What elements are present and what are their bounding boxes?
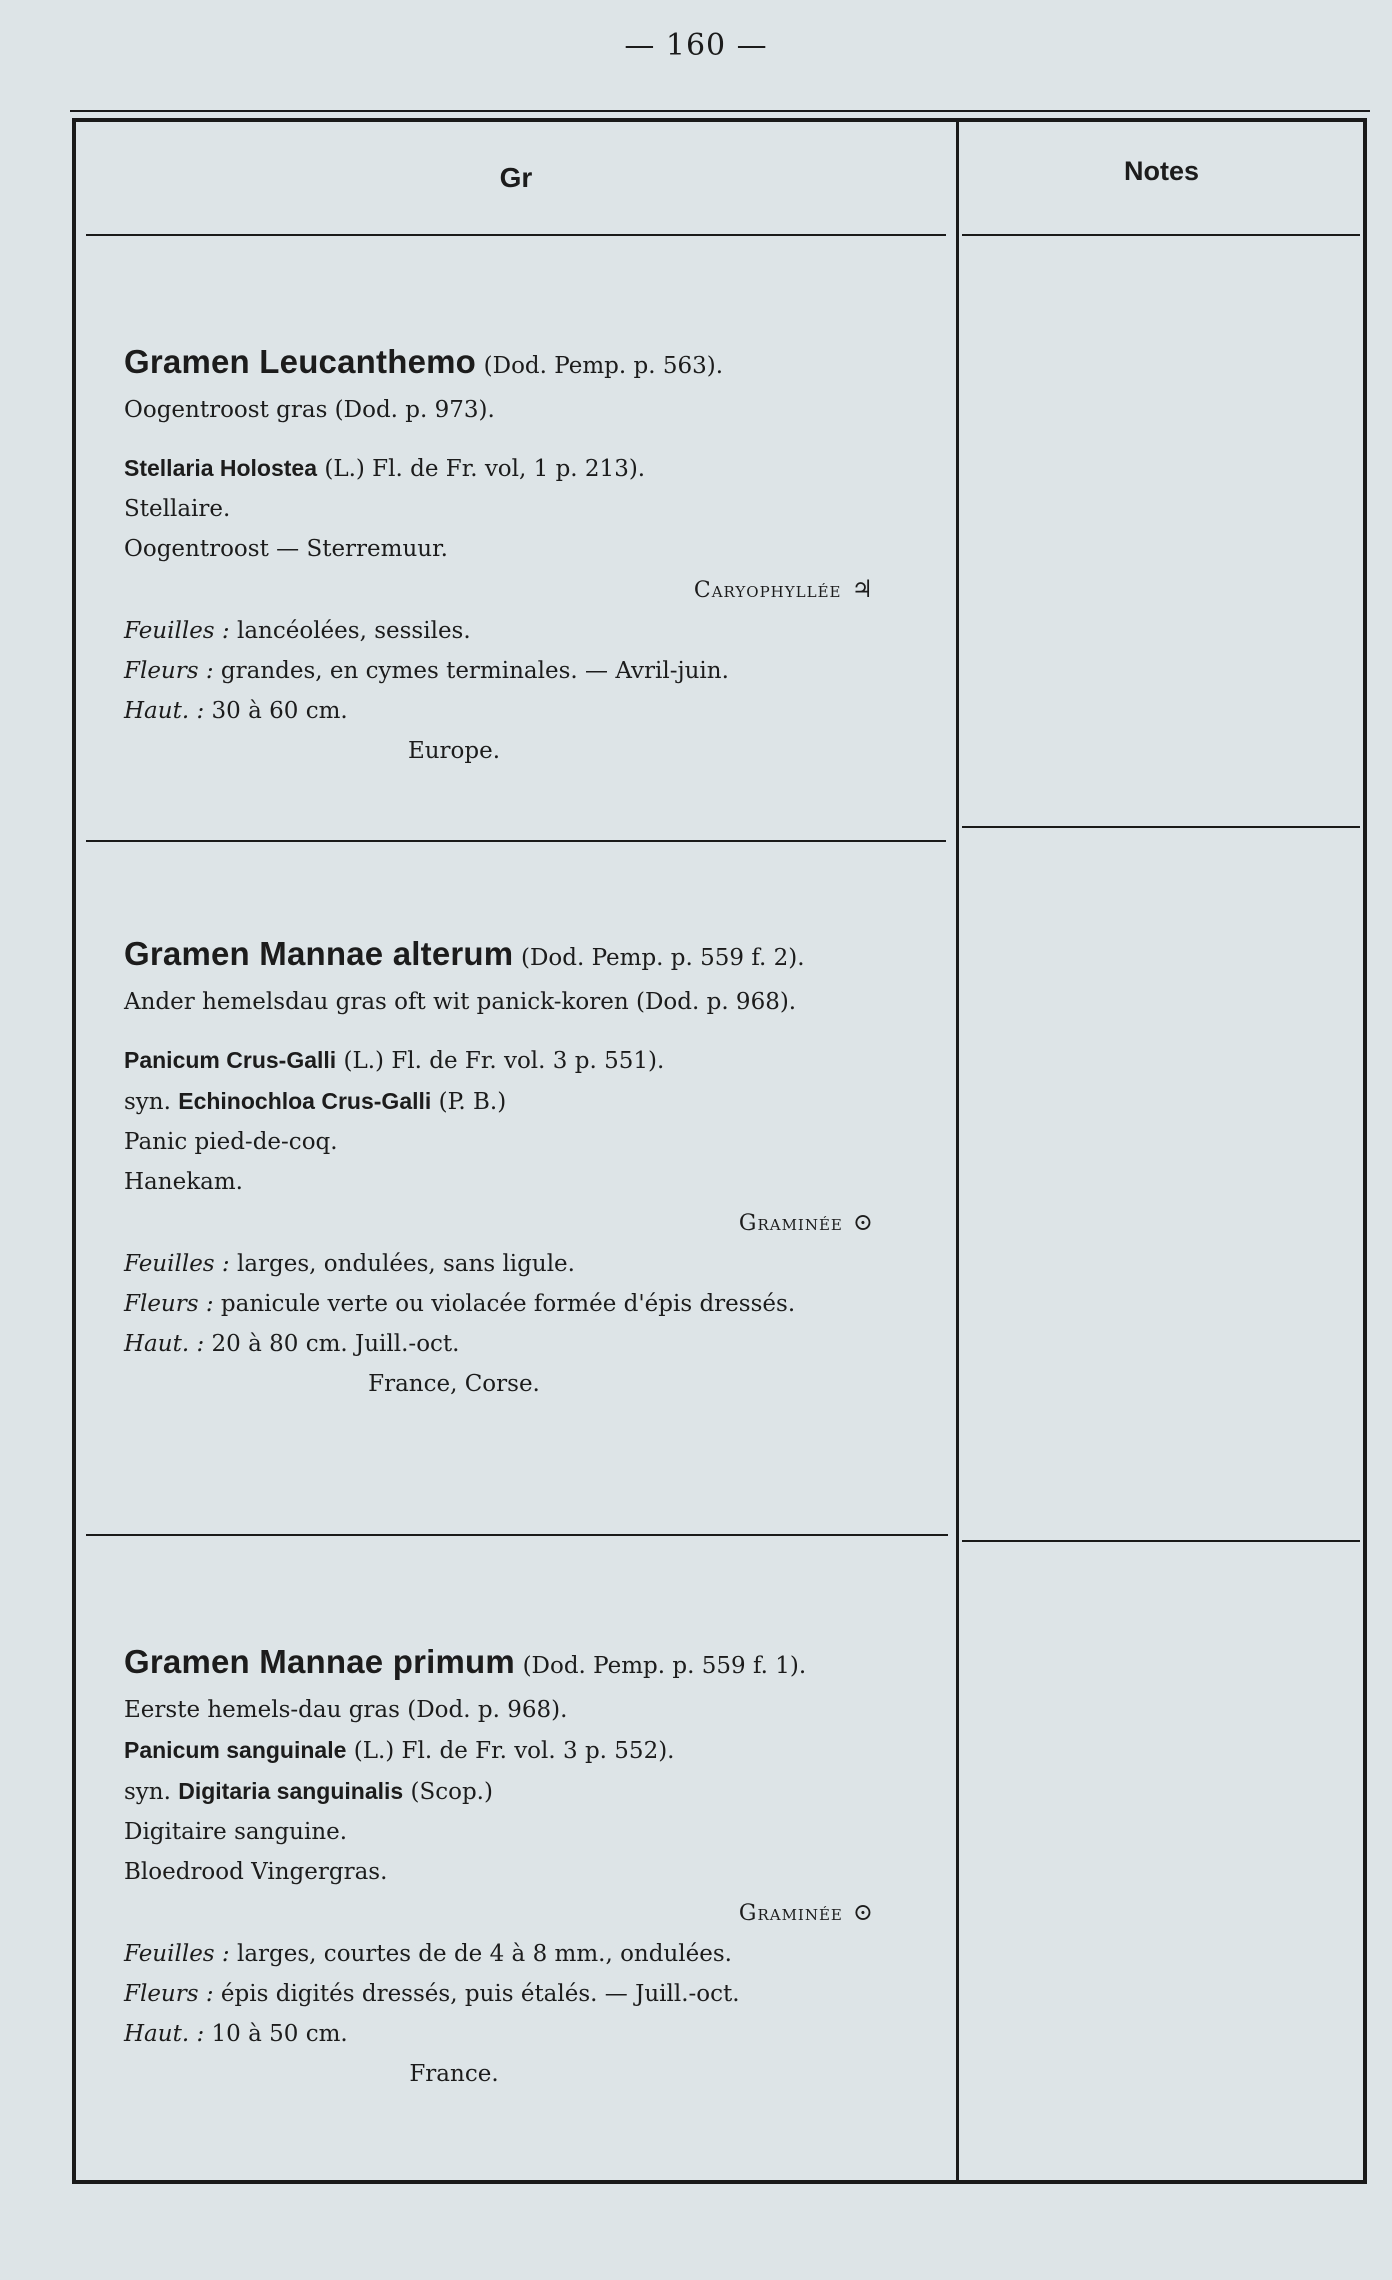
- french-name: Panic pied-de-coq.: [124, 1129, 338, 1155]
- french-name: Stellaire.: [124, 496, 231, 522]
- header-rule-right: [962, 234, 1360, 236]
- height-line: Haut. : 30 à 60 cm.: [124, 698, 348, 724]
- species-entry: [124, 342, 944, 771]
- scientific-name-line: [124, 1040, 944, 1081]
- flowers-line: Fleurs : grandes, en cymes terminales. — Avril-juin.: [124, 658, 729, 684]
- notes-column-header: Notes: [1123, 156, 1199, 186]
- genus-name: Gramen Mannae primum: [124, 1643, 515, 1680]
- french-name: Digitaire sanguine.: [124, 1819, 348, 1845]
- scientific-name: Panicum Crus-Galli: [124, 1047, 337, 1073]
- family-name: Graminée: [738, 1901, 843, 1926]
- top-rule: [70, 110, 1370, 112]
- region: France, Corse.: [368, 1371, 540, 1397]
- row-divider: [962, 1540, 1360, 1542]
- dutch-reference: Oogentroost gras (Dod. p. 973).: [124, 397, 495, 423]
- scientific-reference: (L.) Fl. de Fr. vol. 3 p. 552).: [353, 1738, 675, 1764]
- scientific-reference: (L.) Fl. de Fr. vol. 3 p. 551).: [343, 1048, 665, 1074]
- genus-name: Gramen Leucanthemo: [124, 343, 477, 380]
- height-line: Haut. : 10 à 50 cm.: [124, 2021, 348, 2047]
- row-divider: [962, 826, 1360, 828]
- family-line: [124, 569, 944, 611]
- family-line: [124, 1202, 944, 1244]
- flowers-line: Fleurs : épis digités dressés, puis étalés. — Juill.-oct.: [124, 1981, 740, 2007]
- flowering-period: Juill.-oct.: [355, 1331, 460, 1357]
- height-line: Haut. : 20 à 80 cm. Juill.-oct.: [124, 1331, 460, 1357]
- entry-title: [124, 342, 944, 386]
- gr-column-header: Gr: [499, 162, 533, 193]
- vernacular-name: Hanekam.: [124, 1169, 243, 1195]
- entry-title: [124, 1642, 944, 1686]
- genus-reference: (Dod. Pemp. p. 559 f. 2).: [520, 945, 805, 971]
- region: France.: [409, 2061, 499, 2087]
- family-name: Graminée: [738, 1211, 843, 1236]
- scientific-name: Stellaria Holostea: [124, 455, 318, 481]
- row-divider: [86, 1534, 948, 1536]
- page-number: — 160 —: [624, 28, 768, 63]
- genus-reference: (Dod. Pemp. p. 563).: [483, 353, 724, 379]
- synonym-line: syn. Echinochloa Crus-Galli (P. B.): [124, 1088, 507, 1115]
- dutch-reference: Ander hemelsdau gras oft wit panick-koren (Dod. p. 968).: [124, 989, 797, 1015]
- scientific-name-line: [124, 1730, 944, 1771]
- leaves-line: Feuilles : lancéolées, sessiles.: [124, 618, 471, 644]
- scientific-name-line: [124, 448, 944, 489]
- flowers-line: Fleurs : panicule verte ou violacée formée d'épis dressés.: [124, 1291, 796, 1317]
- scientific-name: Panicum sanguinale: [124, 1737, 347, 1763]
- synonym-name: Digitaria sanguinalis: [178, 1778, 404, 1804]
- synonym-name: Echinochloa Crus-Galli: [178, 1088, 432, 1114]
- leaves-line: Feuilles : larges, ondulées, sans ligule.: [124, 1251, 575, 1277]
- row-divider: [86, 840, 946, 842]
- entry-title: [124, 934, 944, 978]
- annual-symbol-icon: ⊙: [852, 1898, 874, 1926]
- synonym-line: syn. Digitaria sanguinalis (Scop.): [124, 1778, 493, 1805]
- header-rule-left: [86, 234, 946, 236]
- region: Europe.: [407, 738, 501, 764]
- family-line: [124, 1892, 944, 1934]
- perennial-symbol-icon: ♃: [851, 575, 874, 603]
- family-name: Caryophyllée: [693, 578, 842, 603]
- column-divider: [956, 122, 959, 2180]
- leaves-line: Feuilles : larges, courtes de de 4 à 8 mm., ondulées.: [124, 1941, 732, 1967]
- table-frame: [72, 118, 1367, 2184]
- genus-reference: (Dod. Pemp. p. 559 f. 1).: [522, 1653, 807, 1679]
- vernacular-name: Bloedrood Vingergras.: [124, 1859, 388, 1885]
- dutch-reference: Eerste hemels-dau gras (Dod. p. 968).: [124, 1697, 568, 1723]
- species-entry: [124, 1642, 944, 2094]
- species-entry: [124, 934, 944, 1404]
- vernacular-name: Oogentroost — Sterremuur.: [124, 536, 448, 562]
- genus-name: Gramen Mannae alterum: [124, 935, 514, 972]
- scientific-reference: (L.) Fl. de Fr. vol, 1 p. 213).: [324, 456, 646, 482]
- annual-symbol-icon: ⊙: [852, 1208, 874, 1236]
